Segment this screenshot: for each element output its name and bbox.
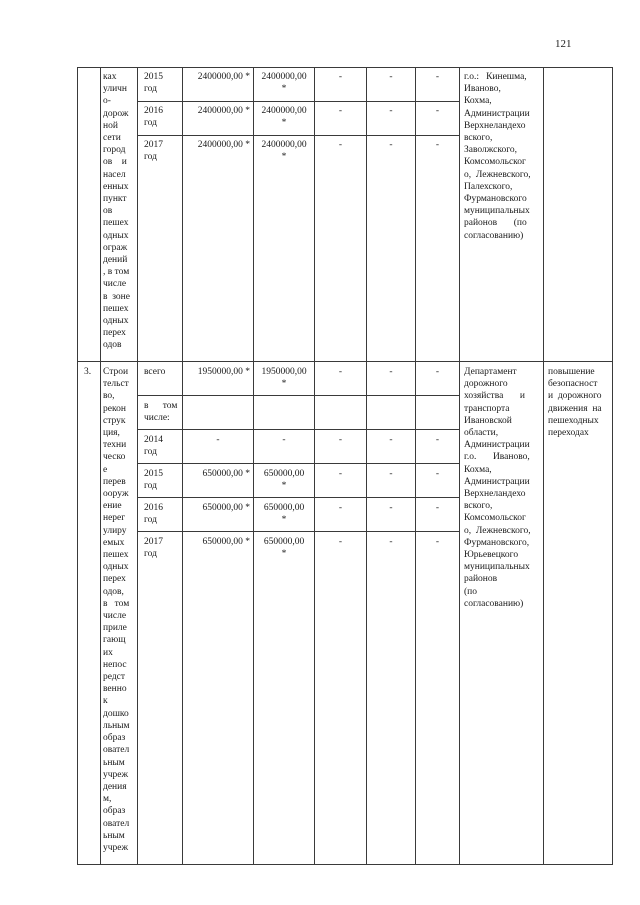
executor-cell: Департамент дорожного хозяйства и транспорта Ивановской области, Администрации г.о. Иваново, Кохма, Администрации Верхнеландехо вского, Комсомольског о, Лежневского, Фурмановского, Юрьевецкого муниципальных районов (по согласованию) bbox=[464, 367, 531, 609]
table-border-col9 bbox=[543, 67, 544, 865]
funding-cell: - bbox=[338, 469, 343, 479]
executor-cell: г.о.: Кинешма, Иваново, Кохма, Администрации Верхнеландехо вского, Заволжского, Комсомольског о, Лежневского, Палехского, Фурмановского муниципальных районов (по согласованию) bbox=[464, 72, 531, 241]
row-divider bbox=[137, 463, 459, 464]
funding-cell: - bbox=[389, 503, 393, 513]
total-amount-cell: 2400000,00 * bbox=[197, 106, 250, 116]
table-border-left bbox=[77, 67, 78, 865]
year-cell: 2016 год bbox=[144, 106, 163, 129]
funding-cell: - bbox=[338, 537, 343, 547]
total-amount-cell: 2400000,00 * bbox=[197, 72, 250, 82]
year-cell: 2017 год bbox=[144, 140, 163, 163]
row-divider bbox=[137, 497, 459, 498]
table-border-bottom bbox=[77, 864, 613, 865]
total-amount-cell: 1950000,00 * bbox=[197, 367, 250, 377]
table-border-col8 bbox=[459, 67, 460, 865]
funding-cell: - bbox=[435, 106, 440, 116]
funding-cell: - bbox=[389, 469, 393, 479]
budget-amount-cell: 650000,00 * bbox=[263, 503, 305, 526]
total-amount-cell: 2400000,00 * bbox=[197, 140, 250, 150]
row-number: 3. bbox=[84, 367, 92, 377]
funding-cell: - bbox=[435, 140, 440, 150]
year-cell: 2015 год bbox=[144, 469, 163, 492]
funding-cell: - bbox=[338, 140, 343, 150]
year-cell: 2014 год bbox=[144, 435, 163, 458]
row-divider bbox=[137, 395, 459, 396]
measure-name-cell: ках уличн о- дорож ной сети город ов и насел енных пункт ов пешех одных ограж дений , в том числе в зоне пешех одных перех одов bbox=[103, 72, 130, 351]
table-border-col2 bbox=[137, 67, 138, 865]
page-number: 121 bbox=[555, 38, 572, 50]
funding-cell: - bbox=[389, 106, 393, 116]
funding-cell: - bbox=[338, 435, 343, 445]
budget-amount-cell: 2400000,00 * bbox=[261, 106, 307, 129]
table-border-col6 bbox=[366, 67, 367, 865]
table-border-top bbox=[77, 67, 613, 68]
row-divider bbox=[137, 135, 459, 136]
funding-cell: - bbox=[389, 537, 393, 547]
year-cell: 2015 год bbox=[144, 72, 163, 95]
year-cell: 2017 год bbox=[144, 537, 163, 560]
budget-amount-cell: - bbox=[282, 435, 286, 445]
measure-name-cell: Строи тельст во, рекон струк ция, техни ческо е перев оорyж ение нерег улиру емых пешех одных перех одов, в том числе приле гающ их непос редст венно к дошко льным образ овател ьным учреж дения м, образ овател ьным учреж bbox=[103, 367, 130, 853]
funding-cell: - bbox=[435, 72, 440, 82]
total-amount-cell: 650000,00 * bbox=[202, 503, 250, 513]
budget-amount-cell: 650000,00 * bbox=[263, 469, 305, 492]
funding-cell: - bbox=[338, 503, 343, 513]
funding-cell: - bbox=[389, 140, 393, 150]
funding-cell: - bbox=[338, 106, 343, 116]
funding-cell: - bbox=[435, 367, 440, 377]
budget-amount-cell: 2400000,00 * bbox=[261, 140, 307, 163]
budget-amount-cell: 650000,00 * bbox=[263, 537, 305, 560]
table-border-col4 bbox=[253, 67, 254, 865]
total-amount-cell: - bbox=[216, 435, 220, 445]
funding-cell: - bbox=[389, 435, 393, 445]
table-border-col1 bbox=[100, 67, 101, 865]
funding-cell: - bbox=[338, 367, 343, 377]
table-border-right bbox=[612, 67, 613, 865]
funding-cell: - bbox=[435, 435, 440, 445]
total-amount-cell: 650000,00 * bbox=[202, 469, 250, 479]
expected-result-cell: повышение безопасност и дорожного движения на пешеходных переходах bbox=[548, 367, 602, 439]
budget-amount-cell: 1950000,00 * bbox=[261, 367, 307, 390]
funding-cell: - bbox=[435, 537, 440, 547]
funding-cell: - bbox=[338, 72, 343, 82]
table-border-col3 bbox=[182, 67, 183, 865]
block-divider bbox=[77, 361, 613, 362]
row-divider bbox=[137, 429, 459, 430]
budget-amount-cell: 2400000,00 * bbox=[261, 72, 307, 95]
year-cell: всего bbox=[144, 367, 166, 377]
year-cell: 2016 год bbox=[144, 503, 163, 526]
row-divider bbox=[137, 531, 459, 532]
funding-cell: - bbox=[435, 469, 440, 479]
funding-cell: - bbox=[389, 72, 393, 82]
funding-cell: - bbox=[435, 503, 440, 513]
table-border-col5 bbox=[314, 67, 315, 865]
year-cell: в том числе: bbox=[144, 401, 178, 424]
funding-cell: - bbox=[389, 367, 393, 377]
row-divider bbox=[137, 101, 459, 102]
total-amount-cell: 650000,00 * bbox=[202, 537, 250, 547]
table-border-col7 bbox=[415, 67, 416, 865]
